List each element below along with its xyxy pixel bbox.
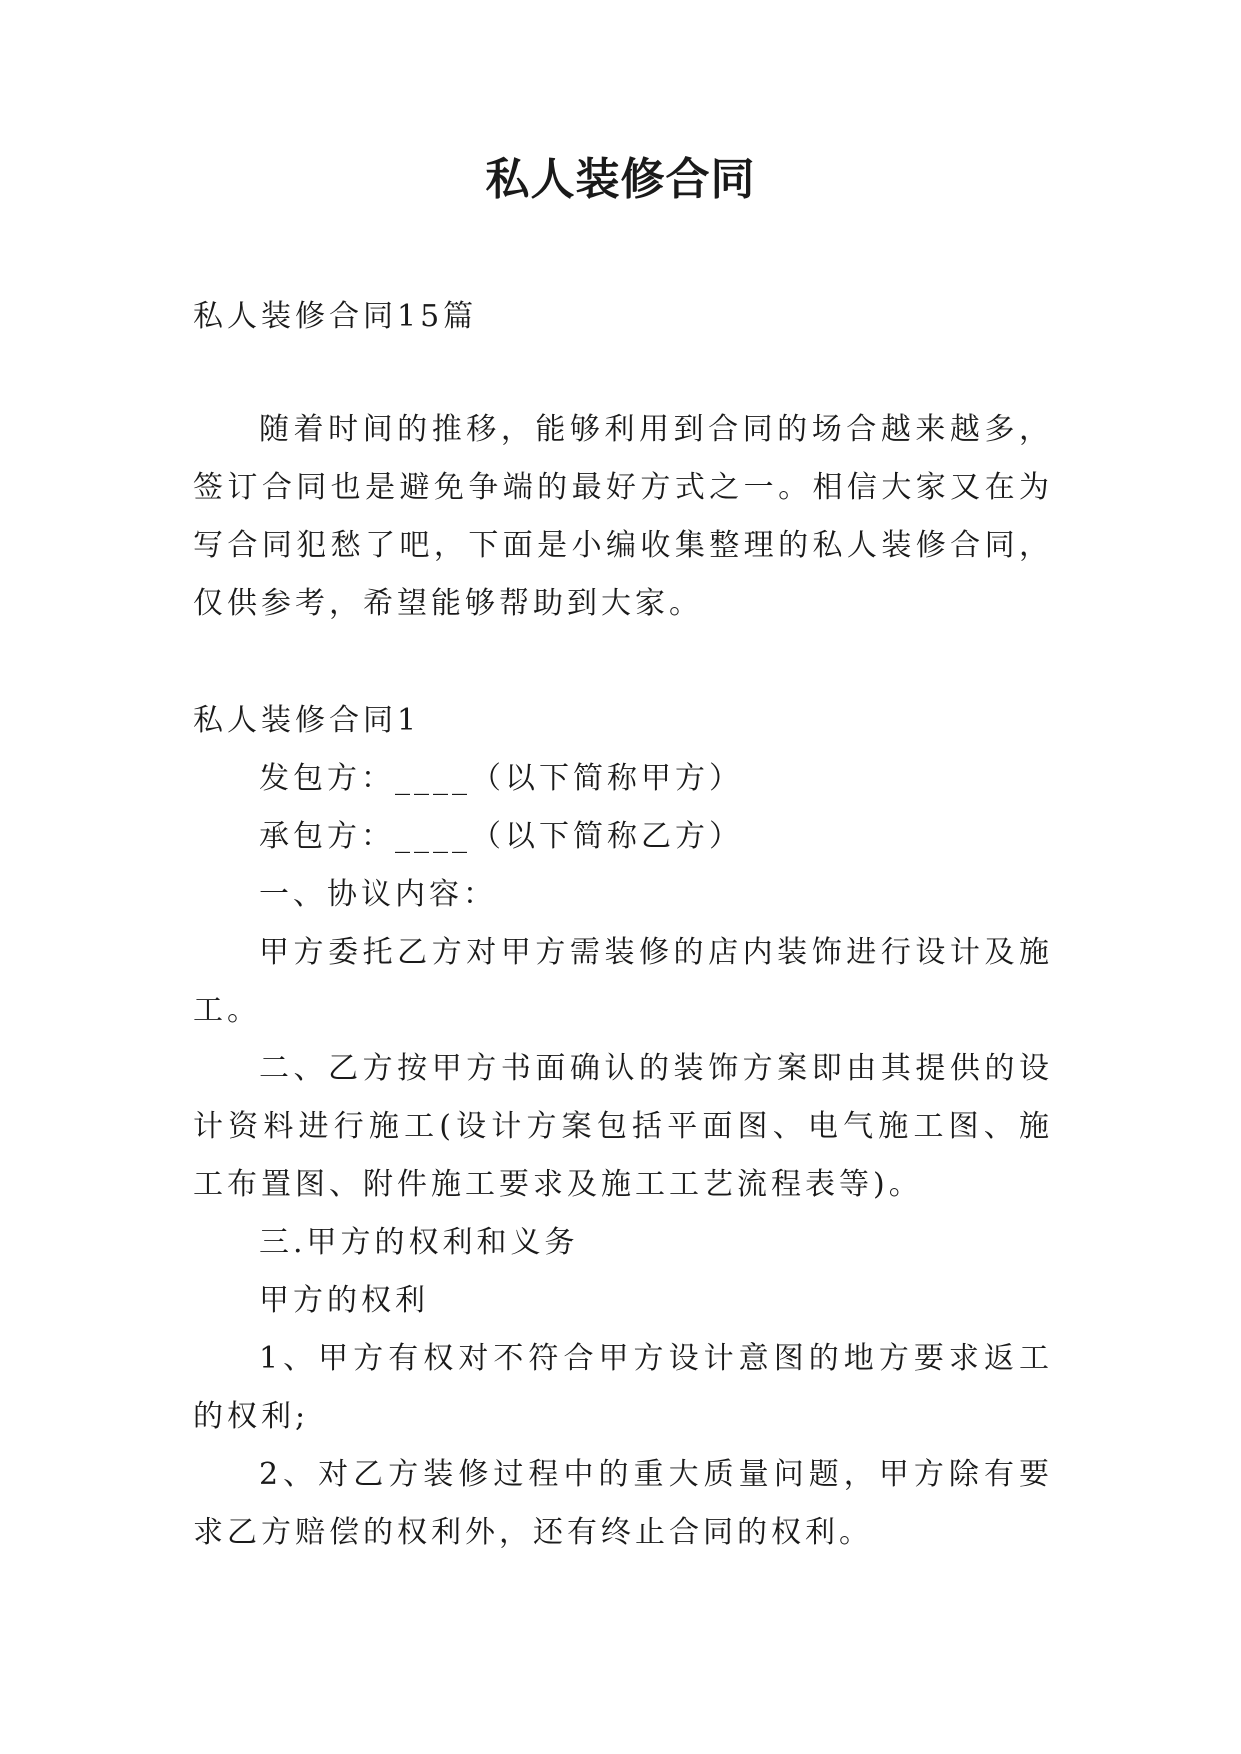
clause-heading-agreement: 一、协议内容：: [259, 877, 497, 912]
clause-heading-three: 三.甲方的权利和义务: [259, 1225, 579, 1260]
subheading-party-a-rights: 甲方的权利: [259, 1283, 429, 1318]
rights-item-2: 2、对乙方装修过程中的重大质量问题，甲方除有要求乙方赔偿的权利外，还有终止合同的权利。: [193, 1457, 1053, 1550]
document-title: 私人装修合同: [485, 154, 756, 205]
rights-item-1: 1、甲方有权对不符合甲方设计意图的地方要求返工的权利;: [193, 1341, 1053, 1434]
party-b-line: 承包方：____（以下简称乙方）: [259, 819, 743, 854]
clause-paragraph-two: 二、乙方按甲方书面确认的装饰方案即由其提供的设计资料进行施工(设计方案包括平面图、电气施工图、施工布置图、附件施工要求及施工工艺流程表等)。: [193, 1051, 1053, 1202]
intro-paragraph: 随着时间的推移，能够利用到合同的场合越来越多，签订合同也是避免争端的最好方式之一。相信大家又在为写合同犯愁了吧，下面是小编收集整理的私人装修合同，仅供参考，希望能够帮助到大家。: [193, 412, 1053, 621]
section-heading: 私人装修合同1: [193, 703, 421, 738]
party-a-line: 发包方：____（以下简称甲方）: [259, 761, 743, 796]
clause-paragraph-entrust: 甲方委托乙方对甲方需装修的店内装饰进行设计及施工。: [193, 935, 1053, 1028]
document-subtitle: 私人装修合同15篇: [193, 299, 478, 334]
